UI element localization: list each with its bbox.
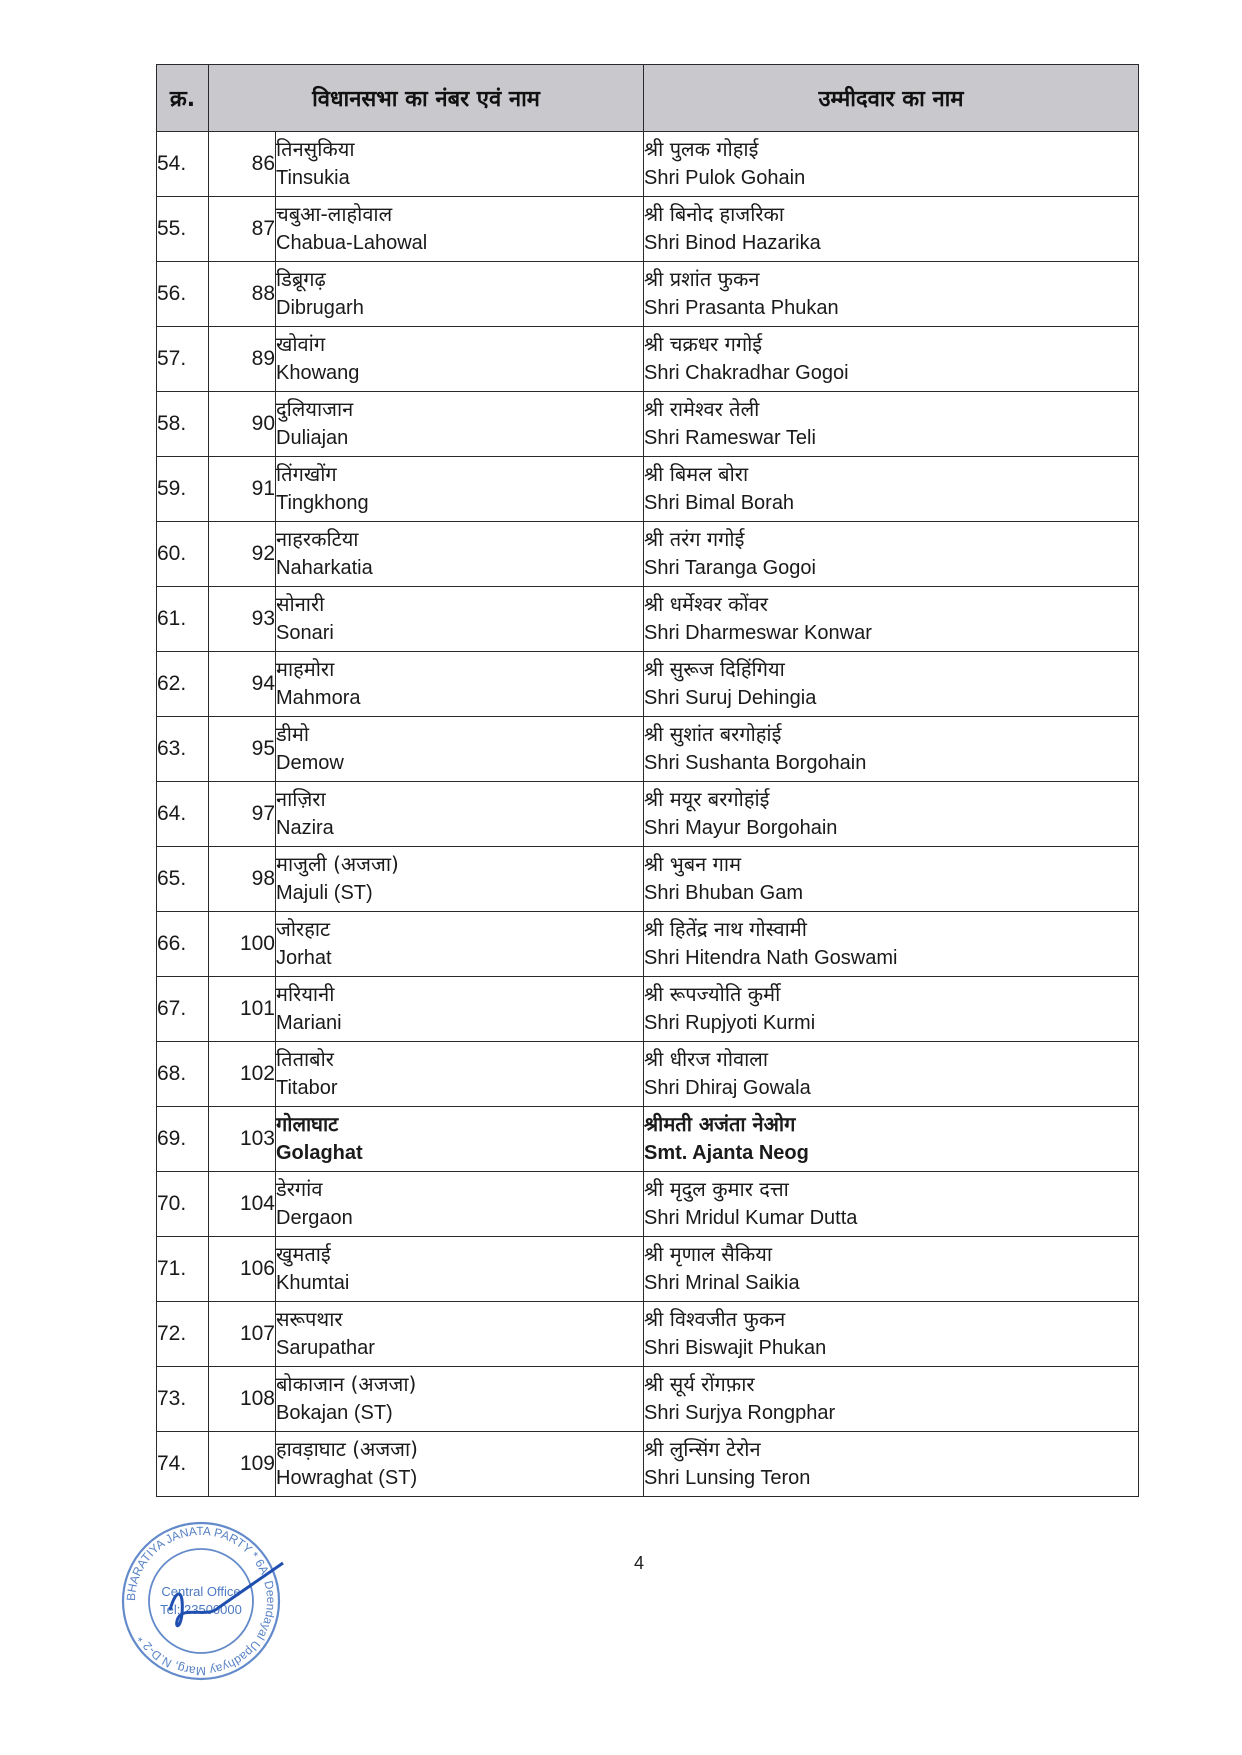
constituency-name-hindi: खुमताई [276, 1242, 331, 1266]
candidate-name-hindi: श्री बिमल बोरा [644, 462, 749, 486]
serial-number: 59. [157, 457, 209, 522]
constituency-number: 107 [209, 1302, 276, 1367]
constituency-name-hindi: चबुआ-लाहोवाल [276, 202, 393, 226]
candidate-name-english: Shri Pulok Gohain [644, 167, 806, 189]
candidate-name-hindi: श्री तरंग गगोई [644, 527, 745, 551]
constituency-name [276, 847, 644, 912]
constituency-number: 87 [209, 197, 276, 262]
candidate-name-english: Shri Lunsing Teron [644, 1467, 811, 1489]
candidate-name-hindi: श्री प्रशांत फुकन [644, 267, 760, 291]
candidate-name-english: Shri Rameswar Teli [644, 427, 816, 449]
constituency-name-hindi: बोकाजान (अजजा) [276, 1372, 417, 1396]
constituency-number: 108 [209, 1367, 276, 1432]
constituency-name [276, 132, 644, 197]
constituency-name [276, 587, 644, 652]
serial-number: 56. [157, 262, 209, 327]
constituency-number: 86 [209, 132, 276, 197]
candidate-name [644, 392, 1139, 457]
candidate-name [644, 1042, 1139, 1107]
constituency-number: 104 [209, 1172, 276, 1237]
candidate-name-english: Shri Sushanta Borgohain [644, 752, 867, 774]
candidate-name-hindi: श्री धर्मेश्वर कोंवर [644, 592, 768, 616]
constituency-name [276, 1302, 644, 1367]
constituency-name-hindi: तिनसुकिया [276, 137, 355, 161]
table-row [157, 197, 1139, 262]
constituency-name [276, 912, 644, 977]
candidate-name-english: Smt. Ajanta Neog [644, 1142, 809, 1164]
constituency-name-english: Bokajan (ST) [276, 1402, 393, 1424]
constituency-name [276, 327, 644, 392]
constituency-name-english: Golaghat [276, 1142, 363, 1164]
table-row [157, 717, 1139, 782]
table-row [157, 977, 1139, 1042]
table-row [157, 782, 1139, 847]
constituency-name [276, 717, 644, 782]
candidate-name [644, 1432, 1139, 1497]
candidate-name-hindi: श्री भुबन गाम [644, 852, 742, 876]
candidate-name-hindi: श्री धीरज गोवाला [644, 1047, 769, 1071]
constituency-name [276, 652, 644, 717]
serial-number: 61. [157, 587, 209, 652]
table-row [157, 1237, 1139, 1302]
constituency-name-english: Titabor [276, 1077, 338, 1099]
constituency-name-english: Naharkatia [276, 557, 373, 579]
constituency-name-hindi: गोलाघाट [276, 1112, 339, 1136]
constituency-name-hindi: नाहरकटिया [276, 527, 359, 551]
candidate-name [644, 1302, 1139, 1367]
constituency-name-hindi: नाज़िरा [276, 787, 326, 811]
constituency-name-english: Khowang [276, 362, 360, 384]
constituency-name [276, 1107, 644, 1172]
constituency-name-hindi: मरियानी [276, 982, 335, 1006]
candidate-name-english: Shri Bimal Borah [644, 492, 795, 514]
constituency-name [276, 1042, 644, 1107]
candidate-name [644, 1107, 1139, 1172]
constituency-number: 94 [209, 652, 276, 717]
candidate-name-hindi: श्री लुन्सिंग टेरोन [644, 1437, 761, 1461]
candidate-name [644, 197, 1139, 262]
serial-number: 57. [157, 327, 209, 392]
table-body [157, 132, 1139, 1497]
candidate-name-english: Shri Hitendra Nath Goswami [644, 947, 898, 969]
constituency-name-hindi: डीमो [276, 722, 310, 746]
table-row [157, 1042, 1139, 1107]
constituency-name-hindi: तिंगखोंग [276, 462, 337, 486]
constituency-name-english: Mahmora [276, 687, 361, 709]
table-row [157, 392, 1139, 457]
stamp-seal-icon [118, 1518, 284, 1684]
candidate-name-english: Shri Mridul Kumar Dutta [644, 1207, 858, 1229]
constituency-name-english: Duliajan [276, 427, 349, 449]
table-row [157, 1367, 1139, 1432]
candidate-name [644, 847, 1139, 912]
candidate-name-hindi: श्री मृदुल कुमार दत्ता [644, 1177, 789, 1201]
constituency-number: 101 [209, 977, 276, 1042]
constituency-number: 109 [209, 1432, 276, 1497]
candidate-name [644, 262, 1139, 327]
candidate-name [644, 327, 1139, 392]
constituency-number: 103 [209, 1107, 276, 1172]
candidate-name-english: Shri Dharmeswar Konwar [644, 622, 872, 644]
table-row [157, 847, 1139, 912]
candidate-name-english: Shri Mayur Borgohain [644, 817, 838, 839]
constituency-name-english: Dergaon [276, 1207, 353, 1229]
candidate-name-english: Shri Taranga Gogoi [644, 557, 816, 579]
candidate-name-english: Shri Biswajit Phukan [644, 1337, 827, 1359]
table-row [157, 587, 1139, 652]
constituency-name-hindi: माजुली (अजजा) [276, 852, 399, 876]
candidate-name [644, 1367, 1139, 1432]
constituency-name-english: Sonari [276, 622, 334, 644]
constituency-number: 88 [209, 262, 276, 327]
table-row [157, 1302, 1139, 1367]
candidate-name-hindi: श्री विश्वजीत फुकन [644, 1307, 786, 1331]
table-row [157, 262, 1139, 327]
stamp-line-2: Tel: 23500000 [160, 1602, 242, 1617]
constituency-name-hindi: सरूपथार [276, 1307, 343, 1331]
constituency-name-hindi: तिताबोर [276, 1047, 334, 1071]
candidate-name [644, 717, 1139, 782]
constituency-name [276, 1367, 644, 1432]
table-row [157, 457, 1139, 522]
constituency-name-english: Mariani [276, 1012, 342, 1034]
constituency-name [276, 977, 644, 1042]
table-row [157, 1107, 1139, 1172]
constituency-name [276, 1172, 644, 1237]
serial-number: 58. [157, 392, 209, 457]
candidate-name-hindi: श्री सुशांत बरगोहांई [644, 722, 782, 746]
constituency-name-english: Howraghat (ST) [276, 1467, 418, 1489]
constituency-name-english: Demow [276, 752, 344, 774]
constituency-name-hindi: डेरगांव [276, 1177, 323, 1201]
constituency-number: 89 [209, 327, 276, 392]
constituency-name-hindi: सोनारी [276, 592, 325, 616]
candidate-name-hindi: श्रीमती अजंता नेओग [644, 1112, 796, 1136]
serial-number: 69. [157, 1107, 209, 1172]
constituency-name [276, 522, 644, 587]
constituency-name-hindi: दुलियाजान [276, 397, 354, 421]
serial-number: 67. [157, 977, 209, 1042]
constituency-name-english: Majuli (ST) [276, 882, 373, 904]
header-candidate: उम्मीदवार का नाम [644, 65, 1139, 132]
constituency-number: 102 [209, 1042, 276, 1107]
constituency-name-english: Chabua-Lahowal [276, 232, 428, 254]
serial-number: 64. [157, 782, 209, 847]
table-row [157, 1432, 1139, 1497]
header-serial: क्र. [157, 65, 209, 132]
candidate-name-hindi: श्री चक्रधर गगोई [644, 332, 763, 356]
constituency-number: 90 [209, 392, 276, 457]
candidate-name [644, 782, 1139, 847]
serial-number: 71. [157, 1237, 209, 1302]
constituency-number: 92 [209, 522, 276, 587]
candidate-name [644, 457, 1139, 522]
candidate-name-hindi: श्री पुलक गोहाई [644, 137, 759, 161]
candidate-name-hindi: श्री मयूर बरगोहांई [644, 787, 770, 811]
candidate-name [644, 132, 1139, 197]
constituency-name [276, 262, 644, 327]
page-number: 4 [634, 1553, 645, 1573]
serial-number: 65. [157, 847, 209, 912]
constituency-number: 95 [209, 717, 276, 782]
constituency-name-english: Dibrugarh [276, 297, 364, 319]
candidate-name-hindi: श्री मृणाल सैकिया [644, 1242, 773, 1266]
constituency-name-hindi: माहमोरा [276, 657, 335, 681]
table-row [157, 1172, 1139, 1237]
table-row [157, 522, 1139, 587]
serial-number: 73. [157, 1367, 209, 1432]
constituency-name [276, 1237, 644, 1302]
candidate-name [644, 977, 1139, 1042]
table-header-row [157, 65, 1139, 132]
candidate-name-hindi: श्री हितेंद्र नाथ गोस्वामी [644, 917, 807, 941]
candidate-name-hindi: श्री रूपज्योति कुर्मी [644, 982, 781, 1006]
constituency-name-hindi: जोरहाट [276, 917, 331, 941]
constituency-name [276, 197, 644, 262]
candidate-name-english: Shri Bhuban Gam [644, 882, 803, 904]
candidate-name-english: Shri Rupjyoti Kurmi [644, 1012, 816, 1034]
candidate-name-english: Shri Surjya Rongphar [644, 1402, 836, 1424]
serial-number: 70. [157, 1172, 209, 1237]
stamp-line-1: Central Office [161, 1584, 241, 1599]
table-row [157, 132, 1139, 197]
constituency-name-english: Sarupathar [276, 1337, 375, 1359]
serial-number: 55. [157, 197, 209, 262]
candidate-name [644, 1237, 1139, 1302]
stamp-outer-text: BHARATIYA JANATA PARTY * 6A, Deendayal Upadhyay Marg, N.D-2 * [123, 1523, 279, 1679]
constituency-name [276, 392, 644, 457]
serial-number: 66. [157, 912, 209, 977]
serial-number: 60. [157, 522, 209, 587]
constituency-name-hindi: हावड़ाघाट (अजजा) [276, 1437, 418, 1461]
constituency-name-english: Khumtai [276, 1272, 350, 1294]
serial-number: 68. [157, 1042, 209, 1107]
constituency-number: 97 [209, 782, 276, 847]
constituency-number: 93 [209, 587, 276, 652]
serial-number: 62. [157, 652, 209, 717]
candidate-name [644, 652, 1139, 717]
candidate-name [644, 522, 1139, 587]
candidate-name-english: Shri Prasanta Phukan [644, 297, 839, 319]
constituency-name-english: Tingkhong [276, 492, 369, 514]
candidate-name-hindi: श्री रामेश्वर तेली [644, 397, 760, 421]
constituency-name-hindi: खोवांग [276, 332, 326, 356]
constituency-name [276, 782, 644, 847]
constituency-number: 106 [209, 1237, 276, 1302]
candidate-name-hindi: श्री बिनोद हाजरिका [644, 202, 785, 226]
party-office-stamp [118, 1518, 284, 1684]
table-row [157, 652, 1139, 717]
constituency-name-english: Jorhat [276, 947, 332, 969]
serial-number: 54. [157, 132, 209, 197]
candidate-name [644, 1172, 1139, 1237]
candidate-name-hindi: श्री सुरूज दिहिंगिया [644, 657, 785, 681]
serial-number: 63. [157, 717, 209, 782]
table-row [157, 327, 1139, 392]
candidate-table [156, 64, 1139, 1497]
constituency-name [276, 1432, 644, 1497]
candidate-name-english: Shri Binod Hazarika [644, 232, 821, 254]
constituency-name-english: Nazira [276, 817, 334, 839]
table-row [157, 912, 1139, 977]
candidate-name-hindi: श्री सूर्य रोंगफ़ार [644, 1372, 755, 1396]
candidate-name-english: Shri Mrinal Saikia [644, 1272, 800, 1294]
constituency-name-hindi: डिब्रूगढ़ [276, 267, 326, 291]
constituency-name-english: Tinsukia [276, 167, 350, 189]
header-constituency: विधानसभा का नंबर एवं नाम [209, 65, 644, 132]
candidate-name-english: Shri Chakradhar Gogoi [644, 362, 849, 384]
serial-number: 72. [157, 1302, 209, 1367]
serial-number: 74. [157, 1432, 209, 1497]
constituency-name [276, 457, 644, 522]
constituency-number: 91 [209, 457, 276, 522]
candidate-name-english: Shri Suruj Dehingia [644, 687, 817, 709]
constituency-number: 100 [209, 912, 276, 977]
candidate-name [644, 587, 1139, 652]
svg-text:BHARATIYA JANATA PARTY * 6A, D [124, 1524, 278, 1678]
candidate-name-english: Shri Dhiraj Gowala [644, 1077, 811, 1099]
constituency-number: 98 [209, 847, 276, 912]
candidate-name [644, 912, 1139, 977]
